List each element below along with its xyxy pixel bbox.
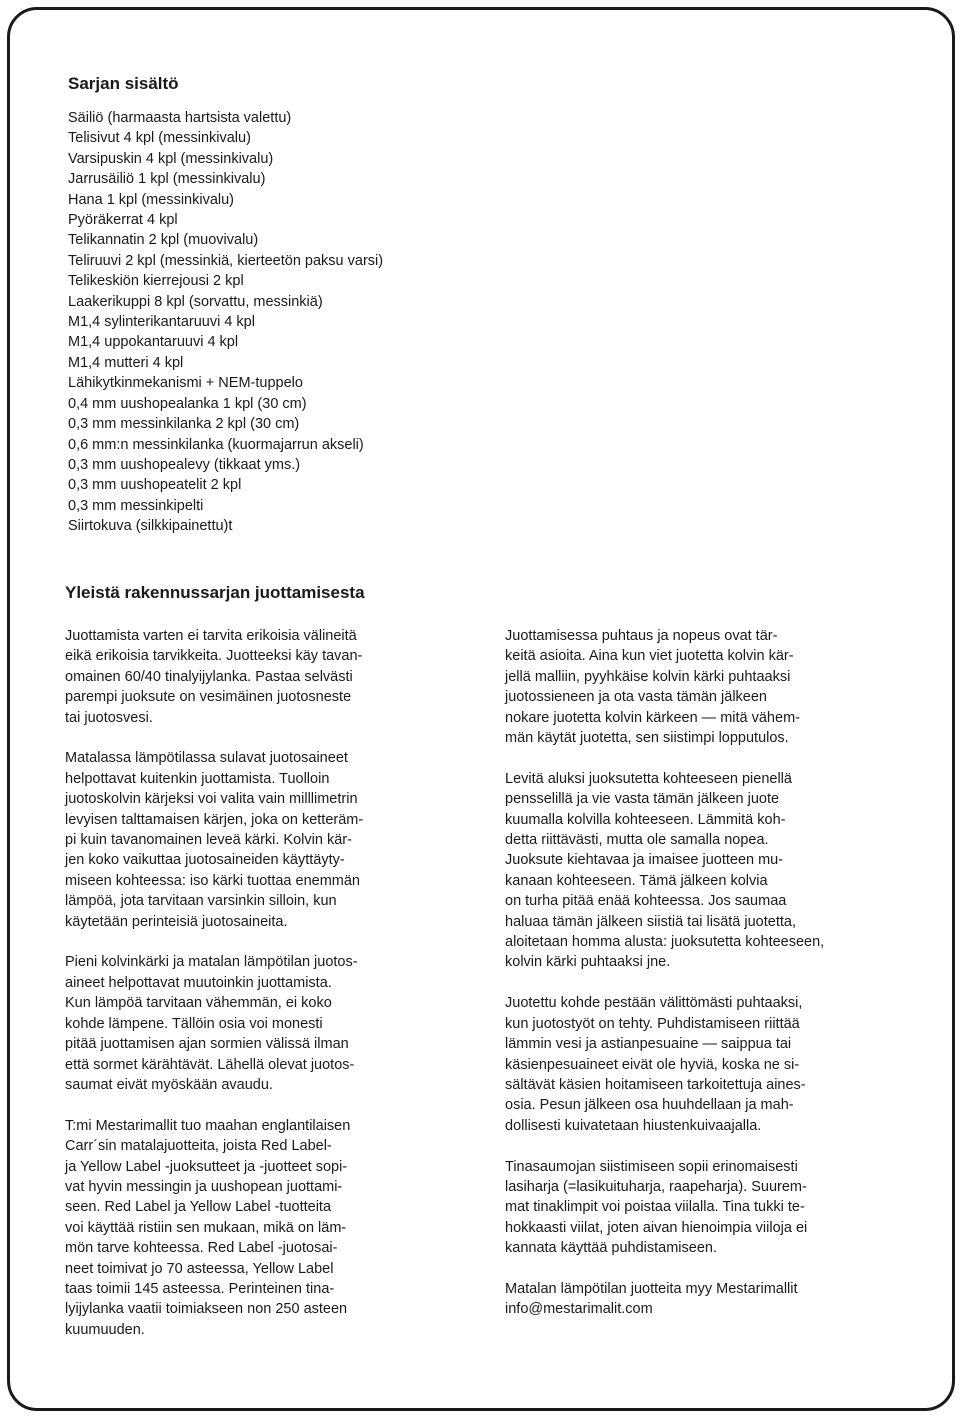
text-line: pi kuin tavanomainen leveä kärki. Kolvin kär- [65, 832, 352, 849]
text-line: Juoksute kiehtavaa ja imaisee juotteen mu- [505, 852, 784, 869]
left-text-column [65, 626, 485, 1361]
text-line: tai juotosvesi. [65, 709, 153, 726]
text-line: parempi juoksute on vesimäinen juotosneste [65, 689, 352, 706]
kit-contents-item: Jarrusäiliö 1 kpl (messinkivalu) [68, 171, 266, 188]
text-line: kun juotostyöt on tehty. Puhdistamiseen riittää [505, 1015, 800, 1032]
kit-contents-item: M1,4 sylinterikantaruuvi 4 kpl [68, 314, 255, 331]
soldering-heading: Yleistä rakennussarjan juottamisesta [65, 583, 365, 602]
text-line: mön tarve kohteessa. Red Label -juotosai- [65, 1240, 338, 1257]
text-line: että sormet kärähtävät. Lähellä olevat juotos- [65, 1056, 355, 1073]
paragraph [505, 1157, 925, 1259]
text-line: käsienpesuaineet eivät ole hyviä, koska ne si- [505, 1056, 800, 1073]
text-line: pitää juottamisen ajan sormien välissä ilman [65, 1036, 349, 1053]
kit-contents-item: 0,6 mm:n messinkilanka (kuormajarrun akseli) [68, 436, 364, 453]
text-line: keitä asioita. Aina kun viet juotetta kolvin kär- [505, 648, 794, 665]
text-line: aineet helpottavat muutoinkin juottamista. [65, 974, 332, 991]
paragraph [505, 1279, 925, 1320]
kit-contents-item: 0,4 mm uushopealanka 1 kpl (30 cm) [68, 395, 307, 412]
text-line: kuumuuden. [65, 1321, 145, 1338]
kit-contents-item: Siirtokuva (silkkipainettu)t [68, 518, 233, 535]
kit-contents-item: Lähikytkinmekanismi + NEM-tuppelo [68, 375, 303, 392]
text-line: lyijylanka vaatii toimiakseen non 250 asteen [65, 1301, 348, 1318]
text-line: Matalan lämpötilan juotteita myy Mestarimallit [505, 1280, 798, 1297]
paragraph [65, 952, 485, 1095]
text-line: hokkaasti viilat, joten aivan hienoimpia viiloja ei [505, 1219, 808, 1236]
text-line: neet toimivat jo 70 asteessa, Yellow Label [65, 1260, 334, 1277]
text-line: lämmin vesi ja astianpesuaine — saippua tai [505, 1036, 792, 1053]
text-line: sältävät käsien hoitamiseen tarkoitettuja aines- [505, 1076, 806, 1093]
text-line: eikä erikoisia tarvikkeita. Juotteeksi käy tavan- [65, 648, 363, 665]
paragraph [505, 626, 925, 748]
text-line: män käytät juotetta, sen siistimpi lopputulos. [505, 730, 789, 747]
kit-contents-heading: Sarjan sisältö [68, 74, 179, 93]
text-line: lasiharja (=lasikuituharja, raapeharja). Suurem- [505, 1178, 807, 1195]
text-line: saumat eivät myöskään avaudu. [65, 1076, 273, 1093]
kit-contents-item: 0,3 mm uushopealevy (tikkaat yms.) [68, 456, 301, 473]
kit-contents-item: Telikannatin 2 kpl (muovivalu) [68, 232, 259, 249]
text-line: on turha pitää enää kohteessa. Jos saumaa [505, 893, 787, 910]
text-line: kuumalla kolvilla kohteeseen. Lämmitä koh- [505, 811, 786, 828]
text-line: ja Yellow Label -juoksutteet ja -juotteet sopi- [65, 1158, 348, 1175]
paragraph [505, 993, 925, 1136]
text-line: osia. Pesun jälkeen osa huuhdellaan ja mah- [505, 1097, 794, 1114]
text-line: mat tinaklimpit voi poistaa viilalla. Tina tukki te- [505, 1199, 805, 1216]
text-line: Matalassa lämpötilassa sulavat juotosaineet [65, 750, 348, 767]
kit-contents-item: Pyöräkerrat 4 kpl [68, 212, 178, 229]
text-line: jen koko vaikuttaa juotosaineiden käyttäyty- [65, 852, 345, 869]
text-line: juotossieneen ja ota vasta tämän jälkeen [505, 689, 767, 706]
text-line: taas toimii 145 asteessa. Perinteinen tina- [65, 1280, 335, 1297]
text-line: seen. Red Label ja Yellow Label -tuotteita [65, 1199, 332, 1216]
paragraph [65, 748, 485, 932]
paragraph [505, 769, 925, 973]
text-line: aloitetaan homma alusta: juoksutetta kohteeseen, [505, 934, 825, 951]
kit-contents-item: Telikeskiön kierrejousi 2 kpl [68, 273, 244, 290]
kit-contents-item: Telisivut 4 kpl (messinkivalu) [68, 130, 251, 147]
kit-contents-item: Varsipuskin 4 kpl (messinkivalu) [68, 150, 274, 167]
text-line: helpottavat kuitenkin juottamista. Tuolloin [65, 770, 330, 787]
kit-contents-list [68, 108, 383, 537]
text-line: kolvin kärki puhtaaksi jne. [505, 954, 671, 971]
text-line: pensselillä ja vie vasta tämän jälkeen juote [505, 791, 780, 808]
text-line: T:mi Mestarimallit tuo maahan englantilaisen [65, 1117, 351, 1134]
text-line: Carr´sin matalajuotteita, joista Red Label- [65, 1138, 332, 1155]
text-line: miseen kohteessa: iso kärki tuottaa enemmän [65, 872, 360, 889]
kit-contents-item: Laakerikuppi 8 kpl (sorvattu, messinkiä) [68, 293, 323, 310]
text-line: kannata käyttää puhdistamiseen. [505, 1240, 717, 1257]
text-line: Juotettu kohde pestään välittömästi puhtaaksi, [505, 995, 803, 1012]
text-line: info@mestarimalit.com [505, 1301, 653, 1318]
kit-contents-item: M1,4 uppokantaruuvi 4 kpl [68, 334, 239, 351]
text-line: jellä malliin, pyyhkäise kolvin kärki puhtaaksi [505, 668, 791, 685]
text-line: Levitä aluksi juoksutetta kohteeseen pienellä [505, 770, 792, 787]
text-line: Pieni kolvinkärki ja matalan lämpötilan juotos- [65, 954, 358, 971]
kit-contents-item: Hana 1 kpl (messinkivalu) [68, 191, 235, 208]
text-line: vat hyvin messingin ja uushopean juottami- [65, 1178, 343, 1195]
text-line: detta riittävästi, mutta ole samalla nopea. [505, 832, 769, 849]
text-line: omainen 60/40 tinalyijylanka. Pastaa selvästi [65, 668, 353, 685]
text-line: käytetään perinteisiä juotosaineita. [65, 913, 288, 930]
text-line: Juottamista varten ei tarvita erikoisia välineitä [65, 628, 357, 644]
kit-contents-item: M1,4 mutteri 4 kpl [68, 354, 184, 371]
right-text-column [505, 626, 925, 1340]
kit-contents-item: Säiliö (harmaasta hartsista valettu) [68, 110, 292, 126]
text-line: Tinasaumojan siistimiseen sopii erinomaisesti [505, 1158, 798, 1175]
kit-contents-item: 0,3 mm uushopeatelit 2 kpl [68, 477, 242, 494]
text-line: Juottamisessa puhtaus ja nopeus ovat tär- [505, 628, 778, 644]
text-line: kanaan kohteeseen. Tämä jälkeen kolvia [505, 872, 768, 889]
text-line: kohde lämpene. Tällöin osia voi monesti [65, 1015, 323, 1032]
text-line: nokare juotetta kolvin kärkeen — mitä vähem- [505, 709, 800, 726]
text-line: lämpöä, jota tarvitaan varsinkin silloin, kun [65, 893, 337, 910]
text-line: haluaa tämän jälkeen siistiä tai lisätä juotetta, [505, 913, 796, 930]
paragraph [65, 1116, 485, 1340]
text-line: juotoskolvin kärjeksi voi valita vain milllimetrin [65, 791, 358, 808]
kit-contents-item: 0,3 mm messinkilanka 2 kpl (30 cm) [68, 416, 300, 433]
paragraph [65, 626, 485, 728]
kit-contents-item: Teliruuvi 2 kpl (messinkiä, kierteetön paksu varsi) [68, 252, 384, 269]
text-line: levyisen talttamaisen kärjen, joka on ketteräm- [65, 811, 364, 828]
text-line: dollisesti kuivatetaan hiustenkuivaajalla. [505, 1117, 762, 1134]
text-line: voi käyttää ristiin sen mukaan, mikä on läm- [65, 1219, 347, 1236]
text-line: Kun lämpöä tarvitaan vähemmän, ei koko [65, 995, 332, 1012]
kit-contents-item: 0,3 mm messinkipelti [68, 497, 204, 514]
